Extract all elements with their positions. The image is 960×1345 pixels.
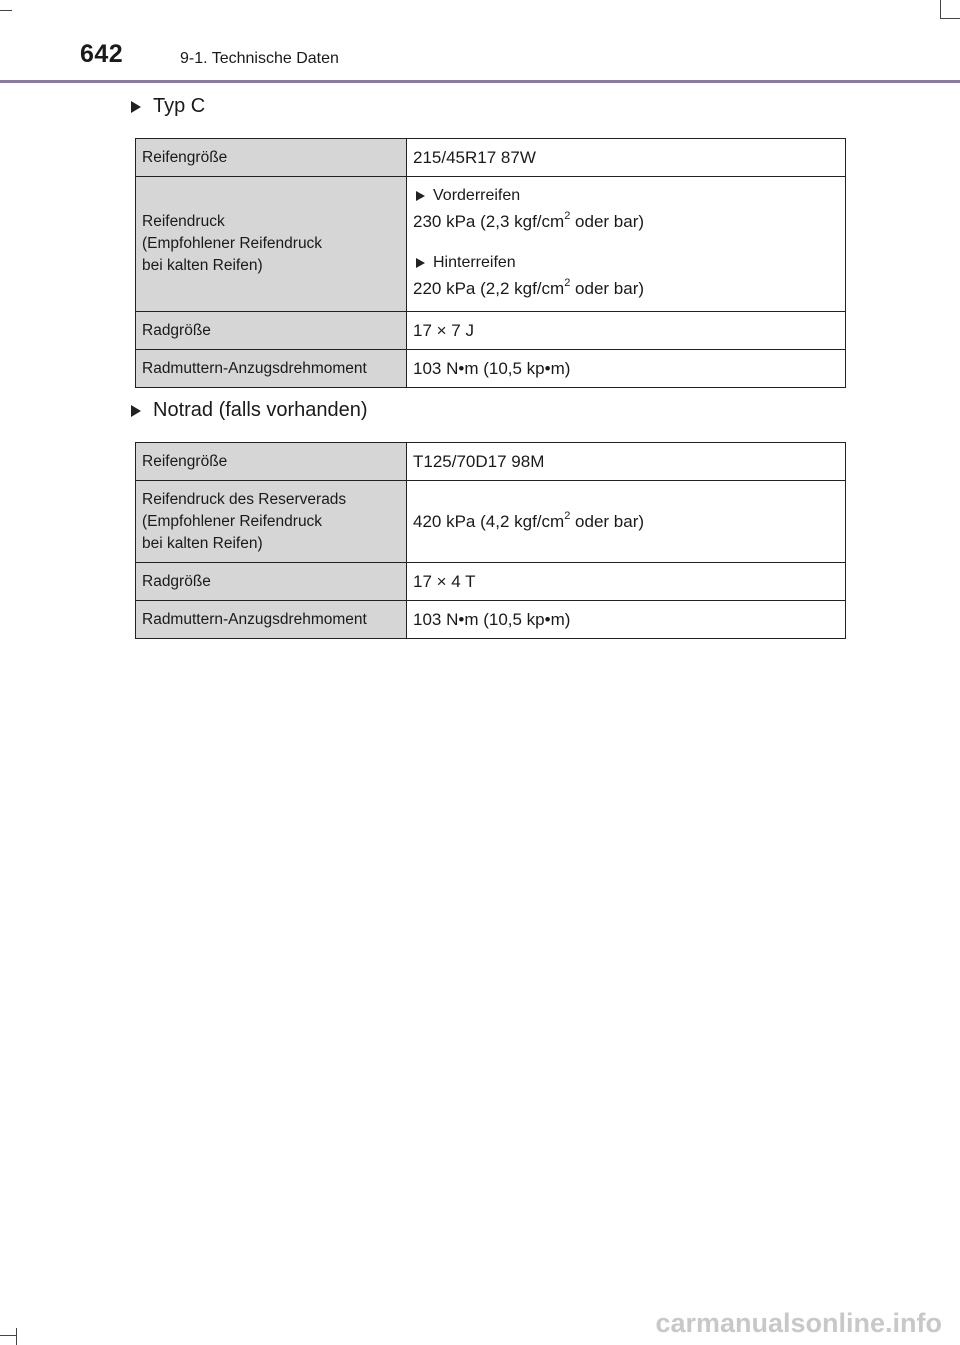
crop-mark (16, 1328, 17, 1345)
lug-nut-torque-value: 103 N•m (10,5 kp•m) (407, 350, 846, 388)
spare-tire-size-label: Reifengröße (136, 443, 407, 481)
table-row (136, 443, 846, 481)
table-row (136, 350, 846, 388)
front-tire-pressure (413, 177, 839, 244)
crop-mark (0, 10, 12, 11)
spare-lug-nut-torque-label: Radmuttern-Anzugsdrehmoment (136, 601, 407, 639)
table-row (136, 563, 846, 601)
spare-tire-size-value: T125/70D17 98M (407, 443, 846, 481)
crop-mark (0, 1335, 16, 1336)
wheel-size-label: Radgröße (136, 312, 407, 350)
spare-tire-pressure-unit: oder bar) (570, 511, 645, 531)
table-row (136, 601, 846, 639)
rear-tire-pressure (413, 244, 839, 311)
front-tire-value-unit: oder bar) (570, 212, 645, 231)
spare-tire-pressure-main: 420 kPa (4,2 kgf/cm (413, 511, 565, 531)
table-row (136, 312, 846, 350)
wheel-size-value: 17 × 7 J (407, 312, 846, 350)
type-c-spec-table (135, 138, 846, 388)
front-tire-value-main: 230 kPa (2,3 kgf/cm (413, 212, 565, 231)
tire-pressure-label: Reifendruck (Empfohlener Reifendruck bei kalten Reifen) (136, 177, 407, 312)
rear-tire-value-main: 220 kPa (2,2 kgf/cm (413, 279, 565, 298)
lug-nut-torque-label: Radmuttern-Anzugsdrehmoment (136, 350, 407, 388)
spare-tire-pressure-sup: 2 (564, 509, 571, 522)
type-c-heading-text: Typ C (153, 95, 206, 117)
front-tire-entry (413, 187, 839, 205)
spare-heading-text: Notrad (falls vorhanden) (153, 399, 368, 421)
spare-wheel-size-value: 17 × 4 T (407, 563, 846, 601)
triangle-bullet-icon (416, 191, 425, 201)
front-tire-value-sup: 2 (564, 210, 571, 222)
page-number: 642 (80, 40, 124, 68)
spare-wheel-size-label: Radgröße (136, 563, 407, 601)
tire-size-label: Reifengröße (136, 139, 407, 177)
spare-tire-pressure-label: Reifendruck des Reserverads (Empfohlener Reifendruck bei kalten Reifen) (136, 481, 407, 563)
table-row (136, 177, 846, 312)
front-tire-value (413, 212, 839, 232)
rear-tire-entry (413, 254, 839, 272)
watermark: carmanualsonline.info (655, 1308, 942, 1338)
rear-tire-label: Hinterreifen (433, 254, 516, 271)
crop-mark (940, 0, 941, 18)
tire-pressure-values (407, 177, 846, 312)
crop-mark (940, 18, 960, 19)
rear-tire-value (413, 279, 839, 299)
spare-heading (131, 399, 368, 422)
triangle-bullet-icon (131, 101, 141, 113)
front-tire-label: Vorderreifen (433, 187, 521, 204)
type-c-heading (131, 95, 205, 118)
spare-tire-pressure-value (407, 481, 846, 563)
rear-tire-value-sup: 2 (564, 277, 571, 289)
triangle-bullet-icon (131, 405, 141, 417)
table-row (136, 481, 846, 563)
section-title: 9-1. Technische Daten (180, 50, 339, 67)
table-row (136, 139, 846, 177)
tire-size-value: 215/45R17 87W (407, 139, 846, 177)
spare-lug-nut-torque-value: 103 N•m (10,5 kp•m) (407, 601, 846, 639)
rear-tire-value-unit: oder bar) (570, 279, 645, 298)
header-divider (0, 80, 960, 83)
spare-spec-table (135, 442, 846, 639)
triangle-bullet-icon (416, 258, 425, 268)
